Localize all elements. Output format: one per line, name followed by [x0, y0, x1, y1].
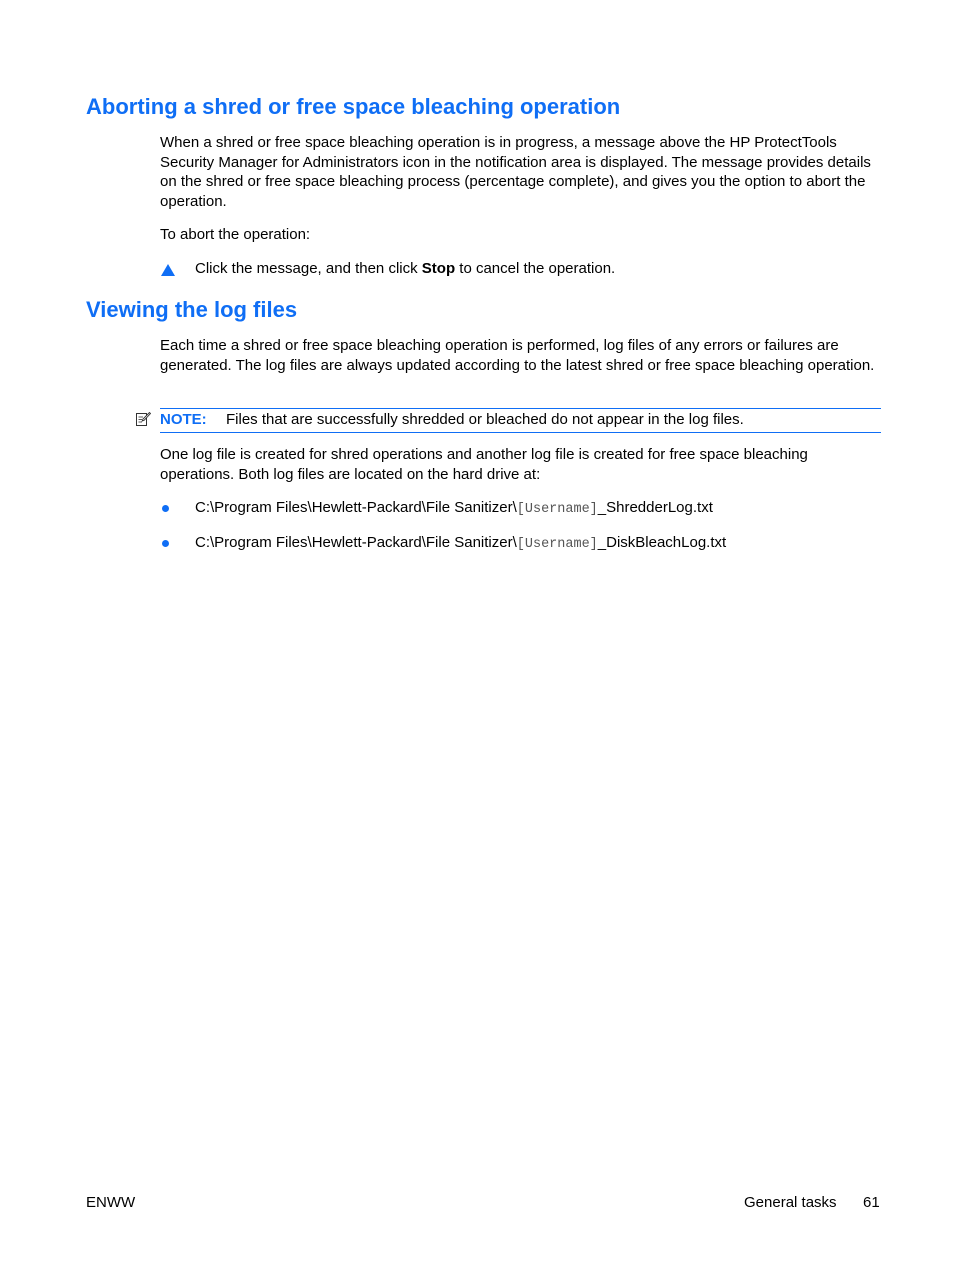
- step-text: [195, 259, 615, 279]
- section-heading-log-files: Viewing the log files: [86, 297, 298, 322]
- path-prefix: C:\Program Files\Hewlett-Packard\File Sanitizer\: [195, 499, 517, 516]
- section-heading-aborting: Aborting a shred or free space bleaching operation: [86, 94, 621, 119]
- footer-section-title: General tasks: [744, 1194, 837, 1211]
- path-prefix: C:\Program Files\Hewlett-Packard\File Sanitizer\: [195, 534, 517, 551]
- bullet-dot-icon: [162, 540, 169, 547]
- footer-left-label: ENWW: [86, 1194, 136, 1211]
- path-suffix: _ShredderLog.txt: [597, 499, 713, 516]
- bullet-dot-icon: [162, 505, 169, 512]
- paragraph-log-location: One log file is created for shred operations and another log file is created for free space bleaching operations. Both log files are located on the hard drive at:: [160, 446, 808, 483]
- page-number: 61: [863, 1194, 880, 1211]
- path-text: [195, 498, 713, 520]
- path-suffix: _DiskBleachLog.txt: [597, 534, 727, 551]
- triangle-step-icon: [161, 264, 175, 276]
- paragraph-abort-description: When a shred or free space bleaching operation is in progress, a message above the HP ProtectTools Security Manager for Administrators icon in the notification area is displayed. The message provides details on the shred or free space bleaching process (percentage complete), and gives you the option to abort the operation.: [160, 134, 871, 210]
- note-pencil-icon: [135, 411, 151, 427]
- paragraph-to-abort: To abort the operation:: [160, 226, 311, 243]
- path-text: [195, 533, 726, 555]
- note-text: Files that are successfully shredded or bleached do not appear in the log files.: [226, 411, 744, 428]
- path-username-variable: [Username]: [516, 537, 598, 552]
- note-label: NOTE:: [160, 411, 207, 428]
- stop-keyword: Stop: [421, 260, 456, 277]
- step-text-before: Click the message, and then click: [195, 260, 422, 277]
- note-box: [160, 408, 881, 433]
- step-text-after: to cancel the operation.: [455, 260, 616, 277]
- paragraph-log-description: Each time a shred or free space bleaching operation is performed, log files of any errors or failures are generated. The log files are always updated according to the latest shred or free space bleaching operation.: [160, 337, 875, 374]
- path-username-variable: [Username]: [516, 502, 598, 517]
